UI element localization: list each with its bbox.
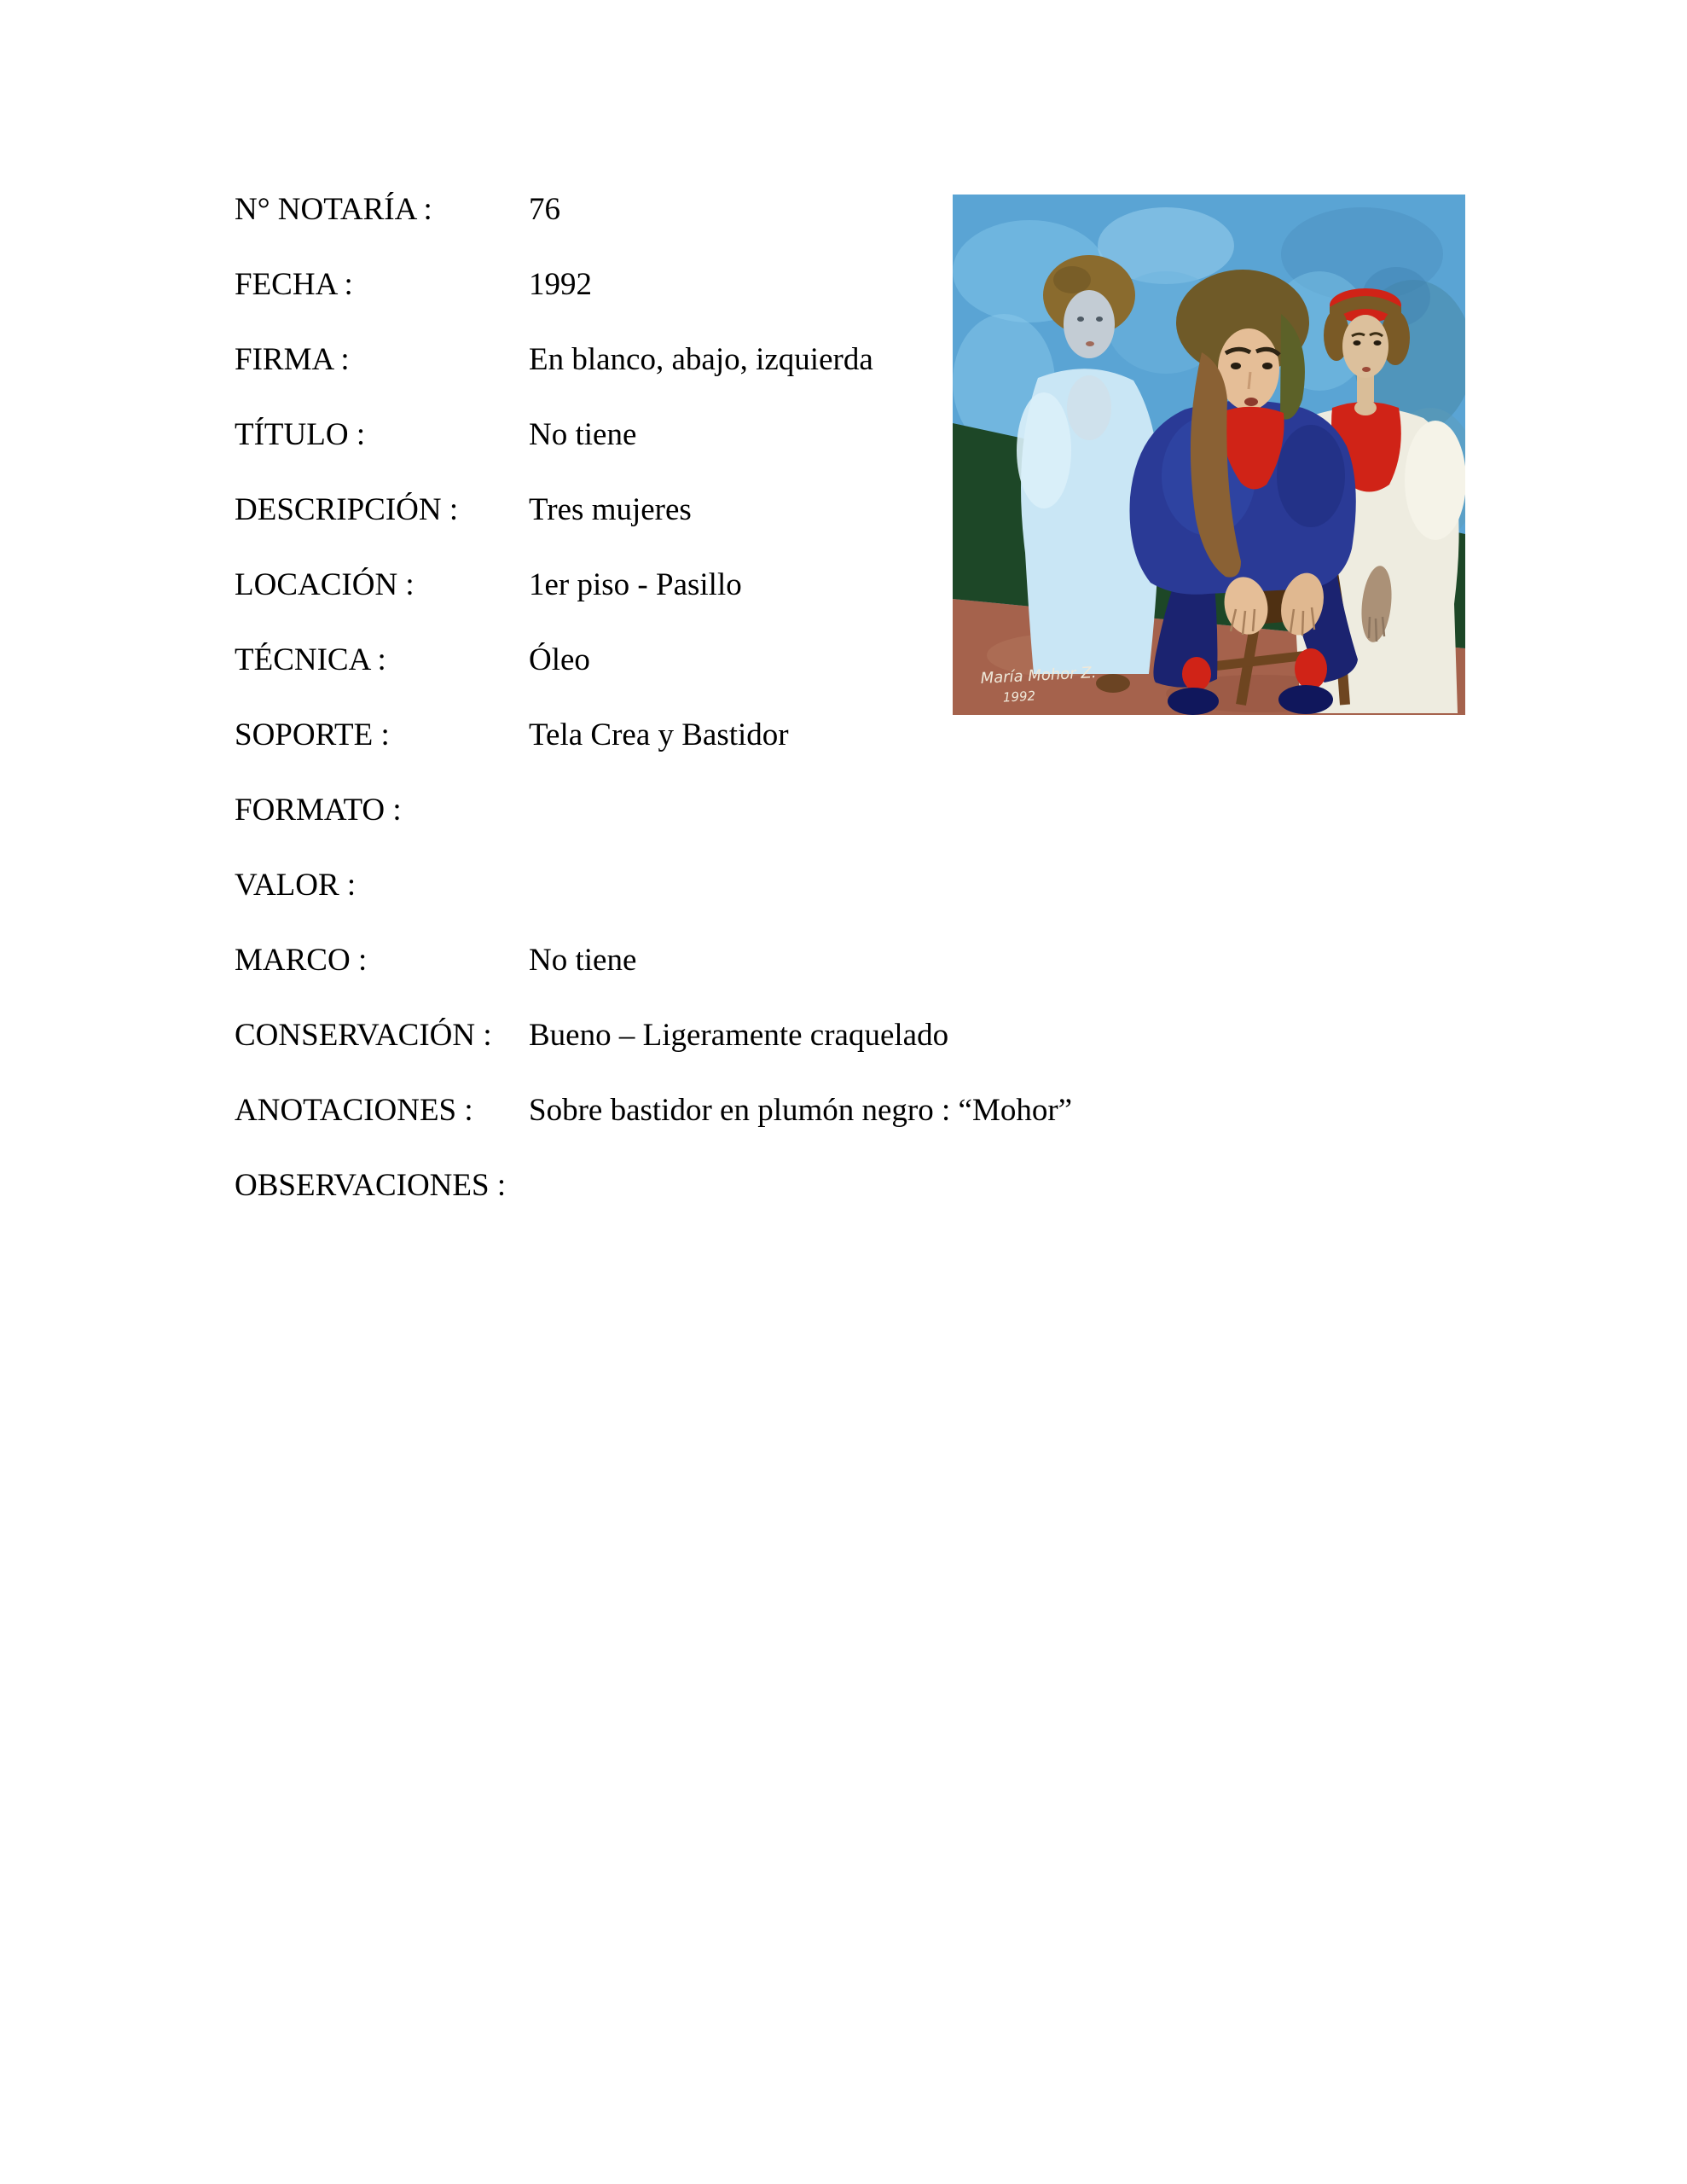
field-value: Óleo: [529, 642, 590, 677]
field-label: FIRMA :: [235, 341, 350, 377]
field-row-marco: [235, 922, 1616, 997]
field-label: CONSERVACIÓN :: [235, 1017, 492, 1053]
field-label: ANOTACIONES :: [235, 1092, 473, 1128]
field-value: 76: [529, 191, 560, 227]
painting-image: [953, 195, 1465, 715]
signature-name: María Mohor Z.: [980, 663, 1097, 688]
field-value: Tela Crea y Bastidor: [529, 717, 789, 752]
field-value: 1992: [529, 266, 592, 302]
field-row-formato: [235, 772, 1616, 847]
field-label: FORMATO :: [235, 792, 402, 828]
field-label: VALOR :: [235, 867, 357, 903]
field-value: No tiene: [529, 942, 637, 978]
field-row-anotaciones: [235, 1072, 1616, 1147]
painting-canvas: [953, 195, 1465, 715]
field-value: Bueno – Ligeramente craquelado: [529, 1017, 949, 1053]
field-value: No tiene: [529, 416, 637, 452]
field-row-valor: [235, 847, 1616, 922]
field-value: 1er piso - Pasillo: [529, 566, 742, 602]
field-label: TÉCNICA :: [235, 642, 386, 677]
field-label: SOPORTE :: [235, 717, 390, 752]
field-label: DESCRIPCIÓN :: [235, 491, 459, 527]
field-label: MARCO :: [235, 942, 368, 978]
field-label: N° NOTARÍA :: [235, 191, 432, 227]
field-label: TÍTULO :: [235, 416, 366, 452]
field-value: Sobre bastidor en plumón negro : “Mohor”: [529, 1092, 1073, 1128]
field-label: OBSERVACIONES :: [235, 1167, 507, 1203]
field-value: Tres mujeres: [529, 491, 692, 527]
field-label: FECHA :: [235, 266, 353, 302]
field-value: En blanco, abajo, izquierda: [529, 341, 873, 377]
field-label: LOCACIÓN :: [235, 566, 415, 602]
field-row-conservacion: [235, 997, 1616, 1072]
signature-year: 1992: [1002, 688, 1036, 706]
field-row-observaciones: [235, 1147, 1616, 1223]
